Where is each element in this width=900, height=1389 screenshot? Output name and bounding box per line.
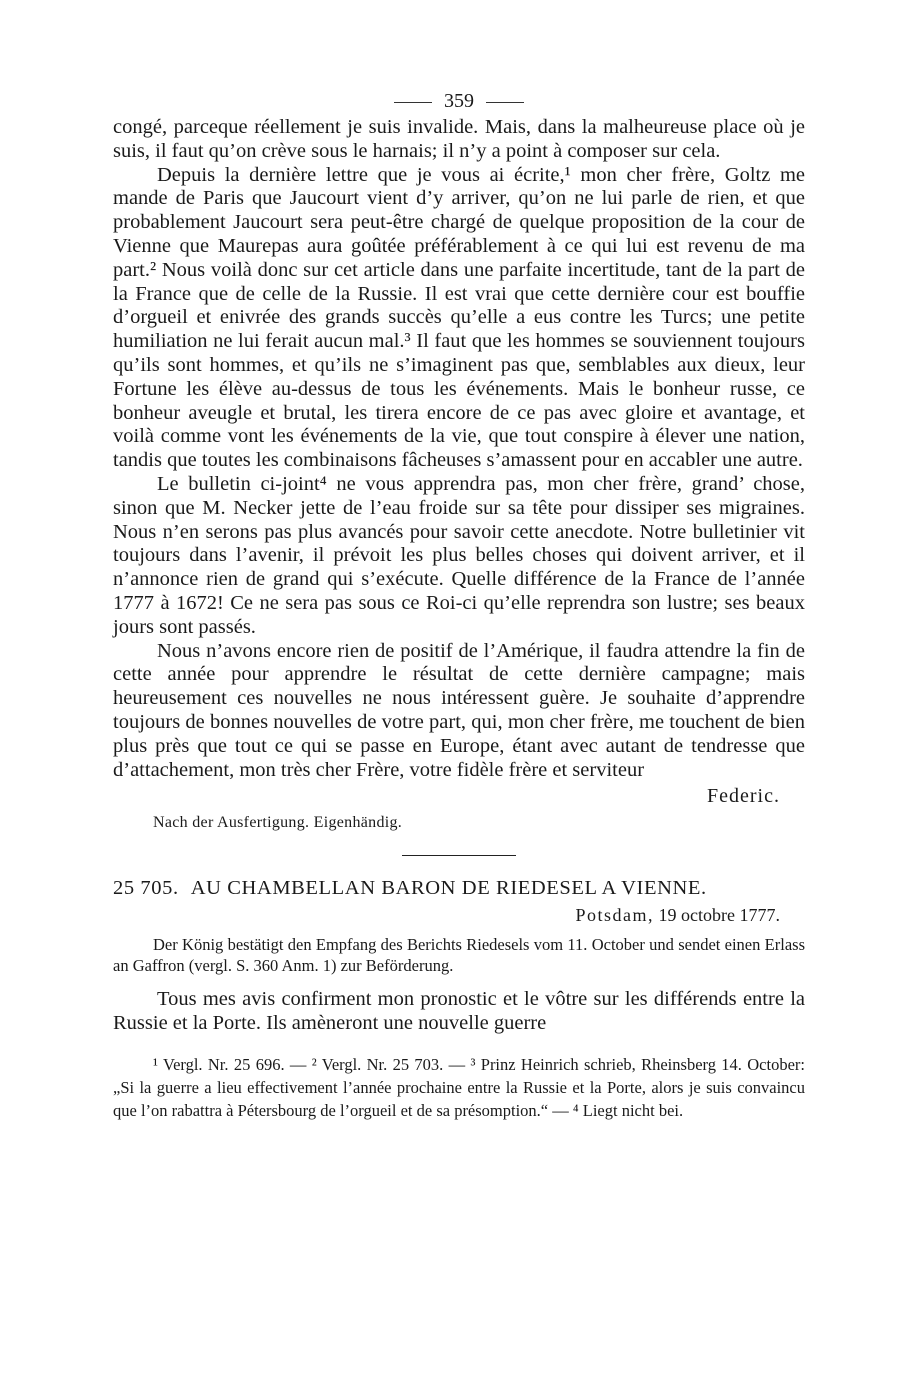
closing-text: Nous n’avons encore rien de positif de l’Amérique, il faudra attendre la fin de cette année pour apprendre le résultat de cette dernière campagne; mais heureusement ces nouvelles ne nous intéressent guère. Je souhaite d’apprendre toujours de bonnes nouvelles de votre part, qui, mon cher frère, me touchent de bien plus près que tout ce qui se passe en Europe, étant avec autant de tendresse que d’attachement, mon très cher Frère, votre fidèle frère et serviteur (113, 639, 805, 781)
paragraph: Le bulletin ci-joint⁴ ne vous apprendra pas, mon cher frère, grand’ chose, sinon que M. Necker jette de l’eau froide sur sa tête pour dissiper ses migraines. Nous n’en serons pas plus avancés pour savoir cette anecdote. Notre bulletinier vit toujours dans l’avenir, il prévoit les plus belles choses qui doivent arriver, et il n’annonce rien de grand qui s’exécute. Quelle différence de la France de l’année 1777 à 1672! Ce ne sera pas sous ce Roi-ci qu’elle reprendra son lustre; ses beaux jours sont passés. (113, 472, 805, 638)
book-page (113, 86, 805, 1122)
place-date (113, 902, 805, 928)
letter-continuation (113, 116, 805, 807)
header-rule-left (394, 102, 432, 103)
regest: Der König bestätigt den Empfang des Berichts Riedesels vom 11. October und sendet einen Erlass an Gaffron (vergl. S. 360 Anm. 1) zur Beförderung. (113, 935, 805, 976)
letter-text (113, 987, 805, 1035)
page-header (113, 86, 805, 116)
source-note: Nach der Ausfertigung. Eigenhändig. (153, 814, 403, 832)
closing-paragraph (113, 639, 805, 807)
paragraph: Depuis la dernière lettre que je vous ai écrite,¹ mon cher frère, Goltz me mande de Paris que Jaucourt vient d’y arriver, qu’on ne lui parle de rien, et que probablement Jaucourt sera peut-être chargé de quelque proposition de la cour de Vienne que Maurepas aura goûtée préférablement à ce qui lui est revenu de ma part.² Nous voilà donc sur cet article dans une parfaite incertitude, tant de la part de la France que de celle de la Russie. Il est vrai que cette dernière cour est bouffie d’orgueil et enivrée des grands succès qu’elle a eus contre les Turcs; une petite humiliation ne lui ferait aucun mal.³ Il faut que les hommes se souviennent toujours qu’ils sont hommes, et qu’ils ne s’imaginent pas que, semblables aux dieux, leur Fortune les élève au-dessus de tous les événements. Mais le bonheur russe, ce bonheur aveugle et brutal, les tirera encore de ce pas avec gloire et avantage, et voilà comme vont les événements de la vie, que tout conspire à élever une nation, tandis que toutes les combinaisons fâcheuses s’amassent pour en accabler une autre. (113, 163, 805, 472)
place: Potsdam, (575, 905, 655, 926)
header-rule-right (486, 102, 524, 103)
document-heading (113, 876, 805, 900)
section-separator (402, 855, 516, 856)
signature: Federic. (707, 784, 780, 807)
document-title: AU CHAMBELLAN BARON DE RIEDESEL A VIENNE. (190, 877, 707, 900)
paragraph: Tous mes avis confirment mon pronostic et le vôtre sur les différends entre la Russie et la Porte. Ils amèneront une nouvelle guerre (113, 988, 805, 1035)
date: 19 octobre 1777. (658, 905, 780, 926)
paragraph: congé, parceque réellement je suis invalide. Mais, dans la malheureuse place où je suis, il faut qu’on crève sous le harnais; il n’y a point à composer sur cela. (113, 116, 805, 162)
footnotes: ¹ Vergl. Nr. 25 696. — ² Vergl. Nr. 25 703. — ³ Prinz Heinrich schrieb, Rheinsberg 14. October: „Si la guerre a lieu effectivement l’année prochaine entre la Russie et la Porte, alors je suis convaincu que l’on rabattra à Pétersbourg de l’orgueil et de sa présomption.“ — ⁴ Liegt nicht bei. (113, 1055, 805, 1121)
document-number: 25 705. (113, 877, 179, 900)
page-number: 359 (444, 90, 474, 112)
